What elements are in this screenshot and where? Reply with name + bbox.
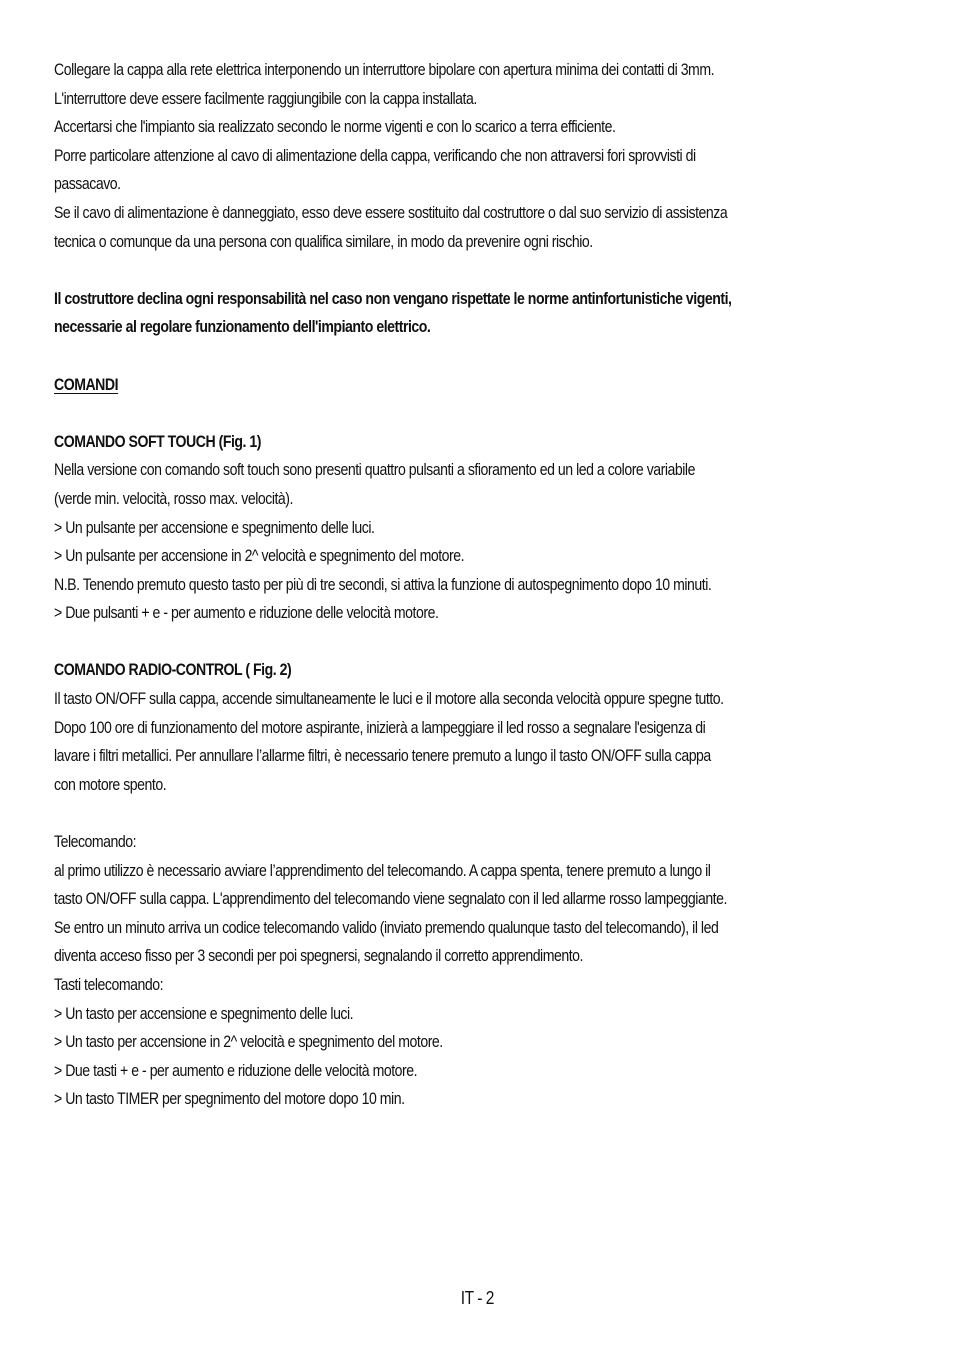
spacer (54, 399, 914, 428)
telecomando-line: > Due tasti + e - per aumento e riduzione delle velocità motore. (54, 1061, 418, 1080)
soft-touch-line: (verde min. velocità, rosso max. velocità). (54, 489, 293, 508)
telecomando-line: > Un tasto per accensione in 2^ velocità e spegnimento del motore. (54, 1033, 443, 1052)
telecomando-line: > Un tasto TIMER per spegnimento del motore dopo 10 min. (54, 1090, 405, 1109)
telecomando-line: Se entro un minuto arriva un codice telecomando valido (inviato premendo qualunque tasto del telecomando), il led (54, 918, 719, 937)
page-number: IT - 2 (460, 1288, 494, 1308)
radio-control-line: lavare i filtri metallici. Per annullare l’allarme filtri, è necessario tenere premuto a lungo il tasto ON/OFF sulla cappa (54, 747, 711, 766)
page-footer (0, 1288, 954, 1309)
intro-line: Collegare la cappa alla rete elettrica interponendo un interruttore bipolare con apertura minima dei contatti di 3mm. (54, 61, 715, 79)
spacer (54, 799, 914, 828)
radio-control-section (54, 656, 914, 799)
telecomando-section (54, 828, 914, 1114)
warning-section (54, 285, 914, 342)
telecomando-line: diventa acceso fisso per 3 secondi per poi spegnersi, segnalando il corretto apprendimento. (54, 947, 583, 966)
telecomando-line: Tasti telecomando: (54, 976, 164, 994)
telecomando-line: tasto ON/OFF sulla cappa. L'apprendimento del telecomando viene segnalato con il led allarme rosso lampeggiante. (54, 890, 727, 909)
soft-touch-line: > Un pulsante per accensione e spegnimento delle luci. (54, 518, 375, 537)
intro-line: tecnica o comunque da una persona con qualifica similare, in modo da prevenire ogni rischio. (54, 232, 593, 251)
intro-line: L'interruttore deve essere facilmente raggiungibile con la cappa installata. (54, 89, 477, 108)
intro-line: Se il cavo di alimentazione è danneggiato, esso deve essere sostituito dal costruttore o dal suo servizio di assistenza (54, 203, 728, 222)
soft-touch-line: Nella versione con comando soft touch sono presenti quattro pulsanti a sfioramento ed un led a colore variabile (54, 461, 695, 480)
soft-touch-line: > Un pulsante per accensione in 2^ velocità e spegnimento del motore. (54, 547, 465, 566)
telecomando-line: al primo utilizzo è necessario avviare l’apprendimento del telecomando. A cappa spenta, tenere premuto a lungo il (54, 861, 711, 880)
soft-touch-heading: COMANDO SOFT TOUCH (Fig. 1) (54, 432, 262, 451)
intro-line: Porre particolare attenzione al cavo di alimentazione della cappa, verificando che non attraversi fori sprovvisti di (54, 146, 696, 165)
soft-touch-line: > Due pulsanti + e - per aumento e riduzione delle velocità motore. (54, 604, 439, 623)
intro-line: Accertarsi che l'impianto sia realizzato secondo le norme vigenti e con lo scarico a terra efficiente. (54, 118, 616, 137)
document-page (54, 56, 914, 1114)
radio-control-line: Dopo 100 ore di funzionamento del motore aspirante, inizierà a lampeggiare il led rosso a segnalare l'esigenza di (54, 718, 706, 737)
soft-touch-section (54, 428, 914, 628)
telecomando-line: Telecomando: (54, 833, 137, 852)
radio-control-heading: COMANDO RADIO-CONTROL ( Fig. 2) (54, 661, 292, 680)
spacer (54, 342, 914, 371)
spacer (54, 628, 914, 657)
radio-control-line: Il tasto ON/OFF sulla cappa, accende simultaneamente le luci e il motore alla seconda velocità oppure spegne tutto. (54, 690, 724, 709)
soft-touch-line: N.B. Tenendo premuto questo tasto per più di tre secondi, si attiva la funzione di autospegnimento dopo 10 minuti. (54, 575, 712, 594)
comandi-heading-text: COMANDI (54, 375, 119, 394)
spacer (54, 256, 914, 285)
warning-line: Il costruttore declina ogni responsabilità nel caso non vengano rispettate le norme antinfortunistiche vigenti, (54, 289, 732, 308)
radio-control-line: con motore spento. (54, 775, 167, 794)
comandi-heading (54, 371, 914, 400)
intro-section (54, 56, 914, 256)
telecomando-line: > Un tasto per accensione e spegnimento delle luci. (54, 1004, 354, 1023)
intro-line: passacavo. (54, 175, 121, 194)
warning-line: necessarie al regolare funzionamento dell'impianto elettrico. (54, 318, 431, 337)
